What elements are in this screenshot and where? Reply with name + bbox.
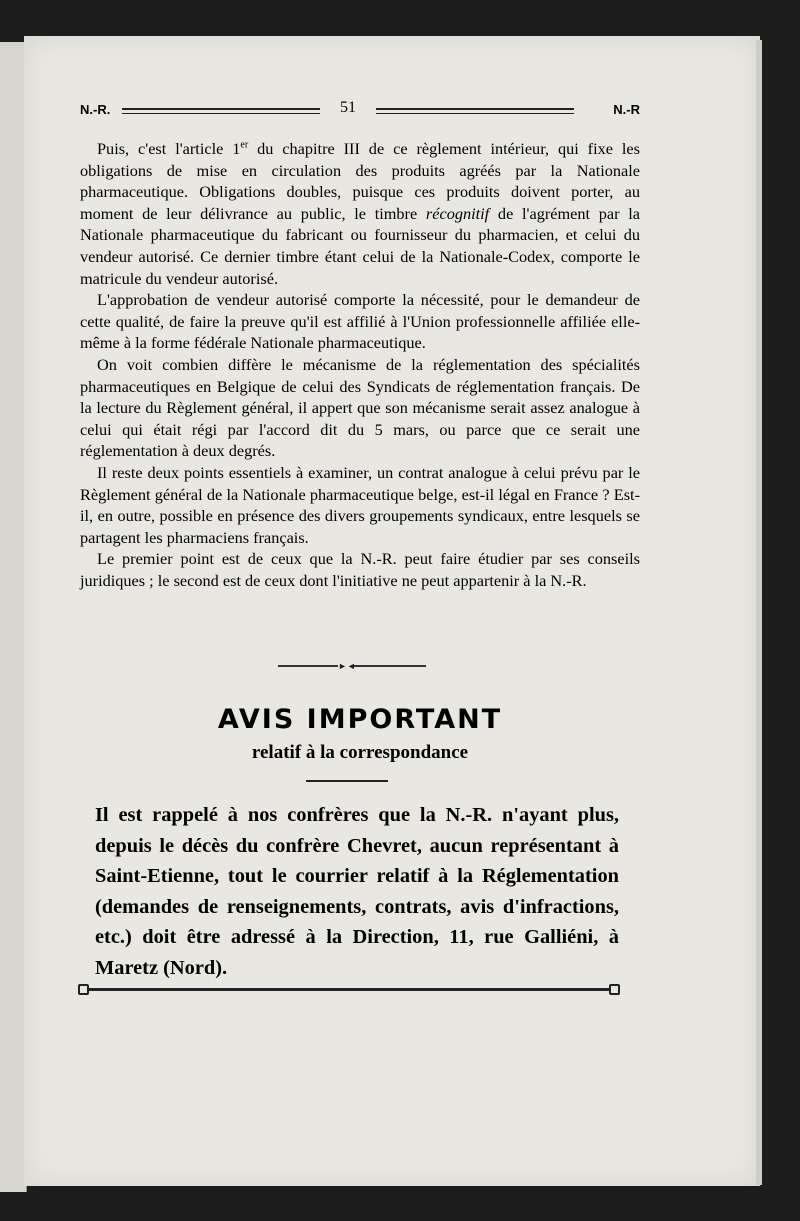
superscript-er: er	[240, 139, 249, 151]
header-right-mark: N.-R	[613, 102, 640, 117]
arrow-ornament-icon: ►◄	[338, 661, 356, 671]
header-left-mark: N.-R.	[80, 102, 111, 117]
notice-body	[95, 800, 619, 984]
facing-page-edge	[0, 42, 27, 1192]
header-rule-right	[376, 108, 574, 114]
header-rule-left	[122, 108, 320, 114]
notice-title-rule	[306, 780, 388, 782]
paragraph-1-part-a: Puis, c'est l'article 1	[97, 139, 241, 158]
article-body	[80, 138, 640, 591]
paragraph-1-part-b: du chapitre III de ce règlement intérieur, qui fixe les obligations de mise en circulation des produits agréés par la Nationale pharmaceutique. Obligations doubles, puisque ces produits doivent porter, au moment de leur délivrance au public, le timbre	[80, 139, 640, 223]
paragraph-5: Le premier point est de ceux que la N.-R. peut faire étudier par ses conseils juridiques ; le second est de ceux dont l'initiative ne peut appartenir à la N.-R.	[80, 549, 640, 590]
page-number: 51	[340, 99, 356, 116]
paragraph-1-part-c: de l'agrément par la Nationale pharmaceutique du fabricant ou fournisseur du pharmacien, et celui du vendeur autorisé. Ce dernier timbre étant celui de la Nationale-Codex, comporte le matricule du vendeur autorisé.	[80, 203, 640, 288]
notice-text: Il est rappelé à nos confrères que la N.-R. n'ayant plus, depuis le décès du confrère Chevret, aucun représentant à Saint-Etienne, tout le courrier relatif à la Réglementation (demandes de renseignements, contrats, avis d'infractions, etc.) doit être adressé à la Direction, 11, rue Galliéni, à Maretz (Nord).	[95, 804, 619, 979]
section-divider-ornament	[278, 661, 426, 671]
running-header	[80, 100, 640, 120]
paragraph-3: On voit combien diffère le mécanisme de la réglementation des spécialités pharmaceutiques en Belgique de celui des Syndicats de réglementation français. De la lecture du Règlement général, il appert que son mécanisme serait assez analogue à celui qui était régi par l'accord dit du 5 mars, ou parce que ce serait une réglementation à deux degrés.	[80, 354, 640, 461]
italic-term: récognitif	[425, 203, 490, 223]
end-rule-ornament	[82, 988, 616, 991]
notice-subtitle: relatif à la correspondance	[251, 742, 469, 763]
paragraph-1	[80, 138, 640, 289]
paragraph-2: L'approbation de vendeur autorisé comporte la nécessité, pour le demandeur de cette qualité, de faire la preuve qu'il est affilié à l'Union professionnelle affiliée elle-même à la forme fédérale Nationale pharmaceutique.	[80, 290, 640, 353]
notice-title: AVIS IMPORTANT	[217, 704, 503, 735]
rule-end-cap-left	[78, 984, 89, 995]
page-edge	[756, 40, 762, 1185]
paragraph-4: Il reste deux points essentiels à examiner, un contrat analogue à celui prévu par le Règlement général de la Nationale pharmaceutique belge, est-il légal en France ? Est-il, en outre, possible en présence des divers groupements syndicaux, entre lesquels se partagent les pharmaciens français.	[80, 462, 640, 547]
rule-end-cap-right	[609, 984, 620, 995]
